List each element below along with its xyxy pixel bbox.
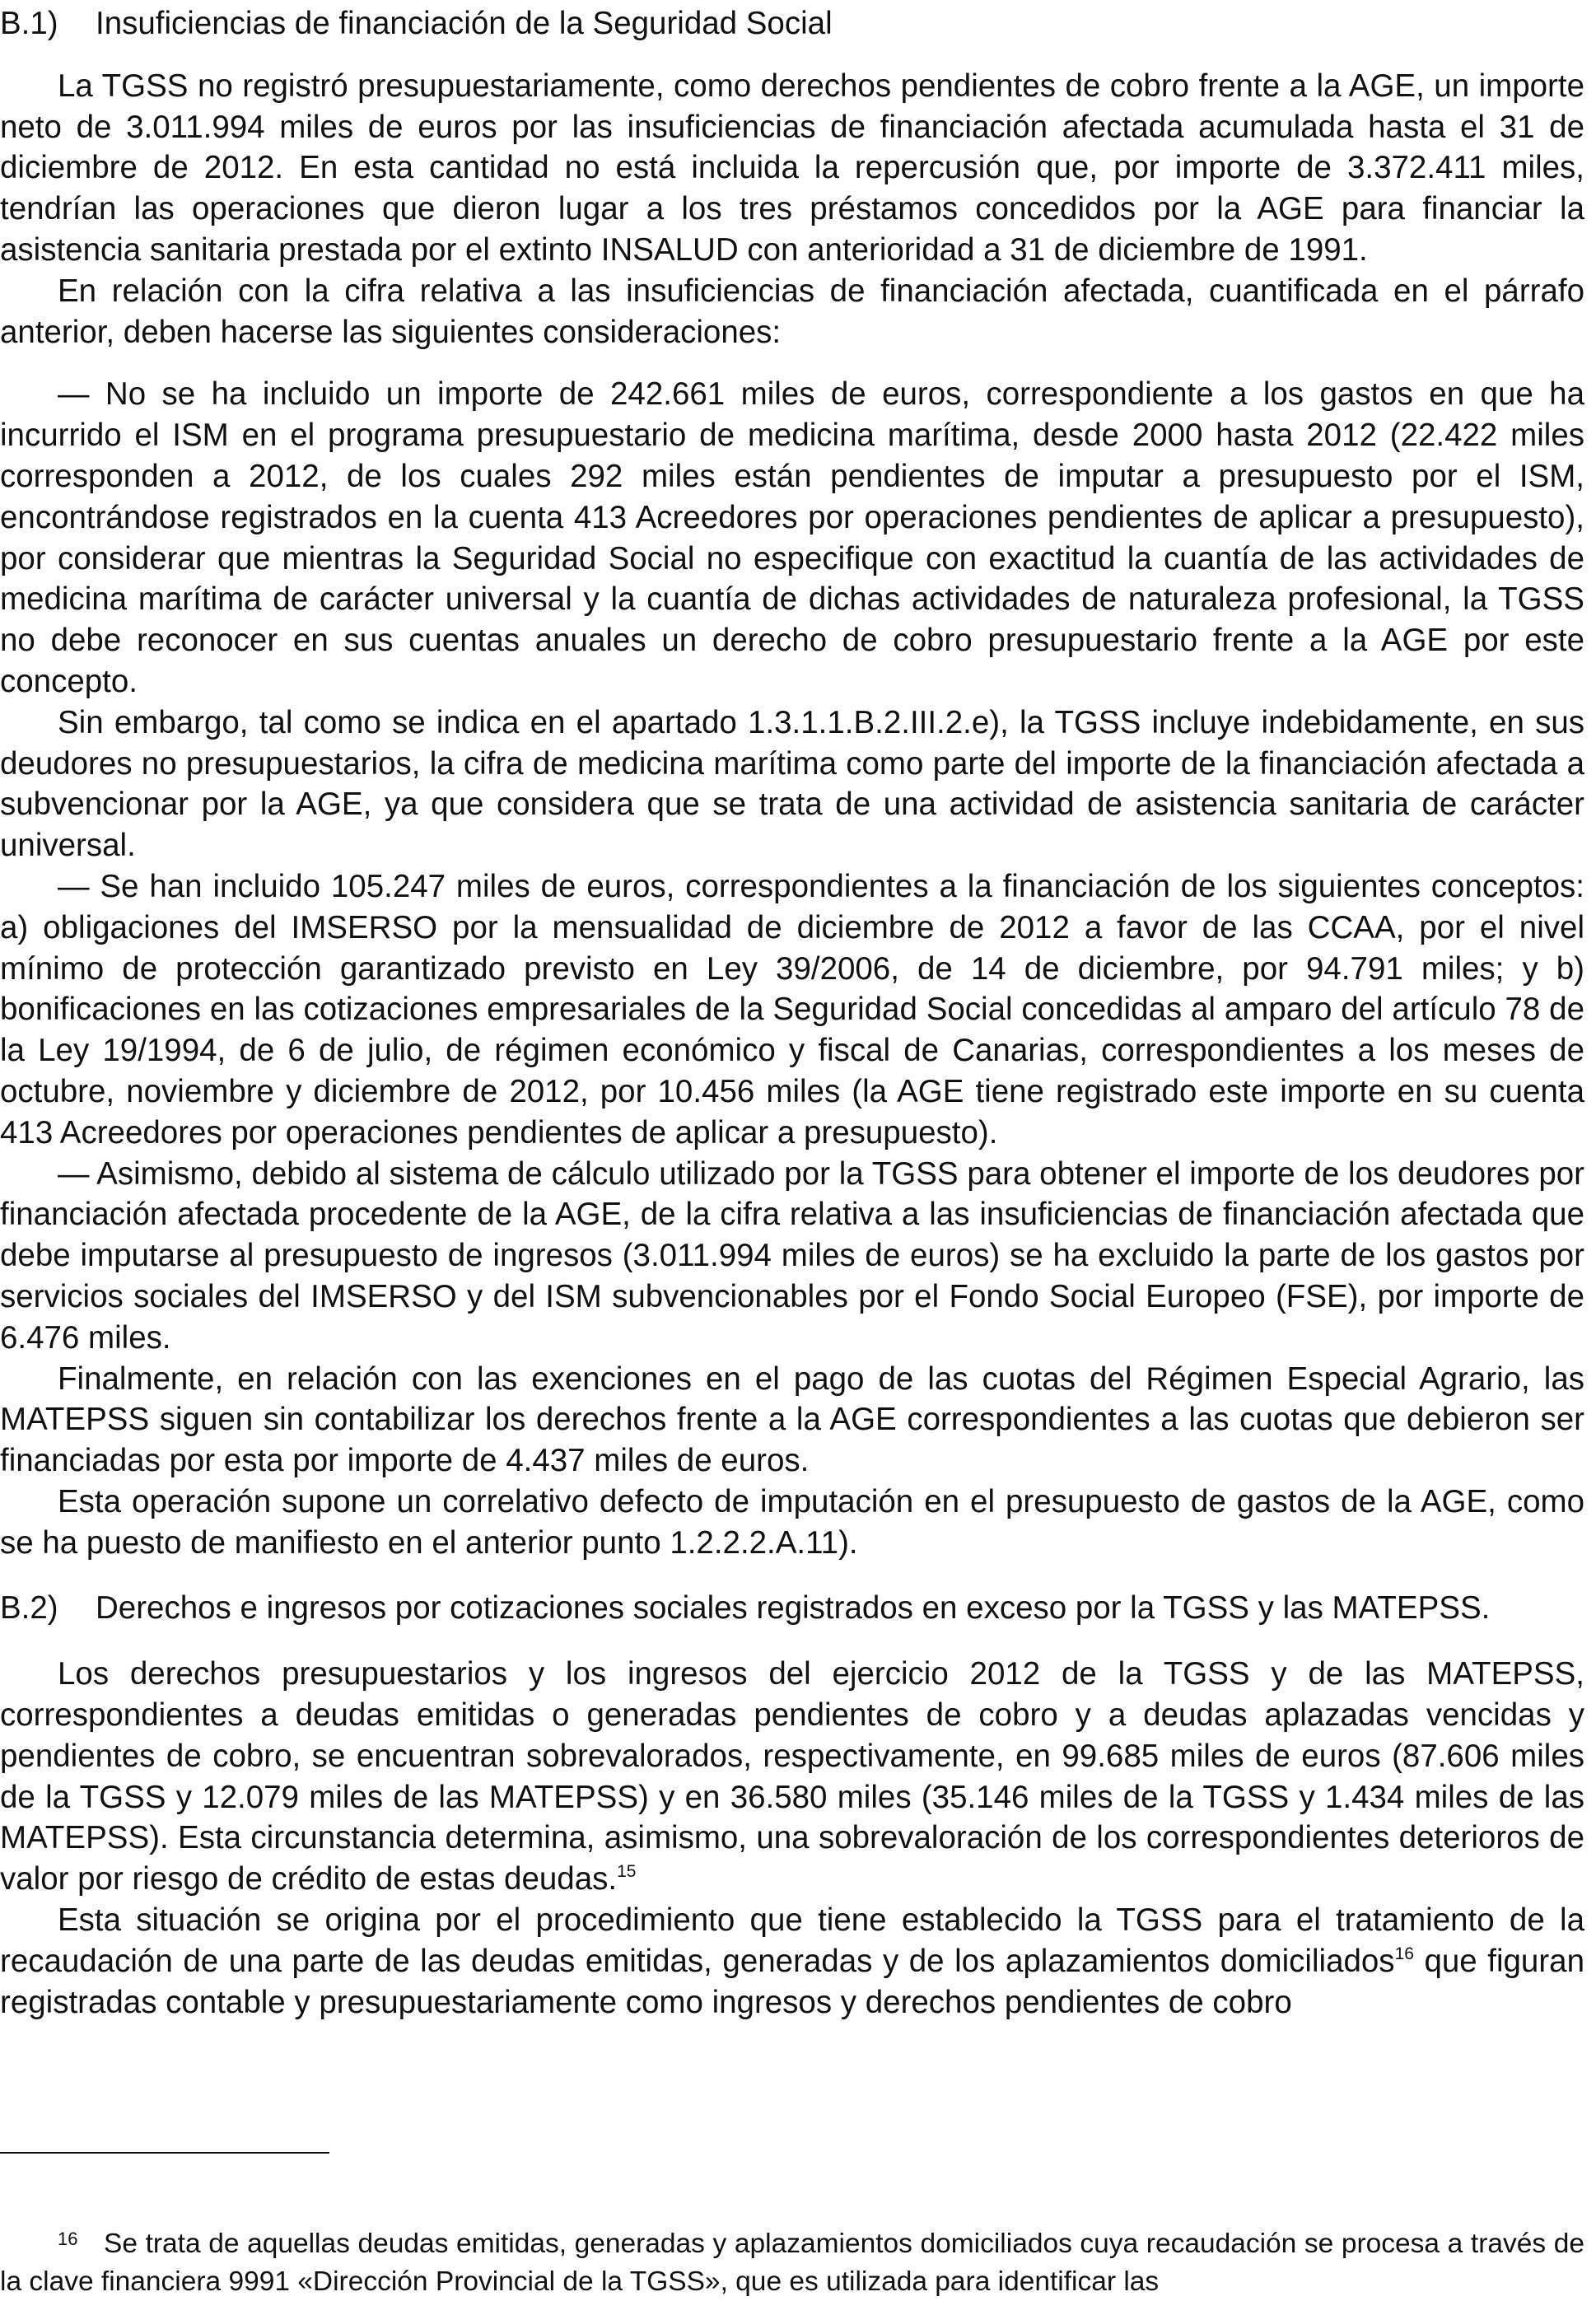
section-number: B.2) [0, 1590, 58, 1627]
section-title: Derechos e ingresos por cotizaciones sociales registrados en exceso por la TGSS y las MATEPSS. [96, 1590, 1491, 1627]
paragraph-text: que figuran registradas contable y presupuestariamente como ingresos y derechos pendientes de cobro [0, 1943, 1584, 2020]
paragraph: La TGSS no registró presupuestariamente, como derechos pendientes de cobro frente a la AGE, un importe neto de 3.011.994 miles de euros por las insuficiencias de financiación afectada acumulada hasta el 31 de diciembre de 2012. En esta cantidad no está incluida la repercusión que, por importe de 3.372.411 miles, tendrían las operaciones que dieron lugar a los tres préstamos concedidos por la AGE para financiar la asistencia sanitaria prestada por el extinto INSALUD con anterioridad a 31 de diciembre de 1991. [0, 68, 1584, 268]
footnote-text: Se trata de aquellas deudas emitidas, generadas y aplazamientos domiciliados cuya recaudación se procesa a través de la clave financiera 9991 «Dirección Provincial de la TGSS», que es utilizada para identificar las [0, 2228, 1584, 2297]
paragraph: Finalmente, en relación con las exenciones en el pago de las cuotas del Régimen Especial Agrario, las MATEPSS siguen sin contabilizar los derechos frente a la AGE correspondientes a las cuotas que debieron ser financiadas por esta por importe de 4.437 miles de euros. [0, 1361, 1584, 1479]
paragraph [0, 1654, 1584, 1900]
list-item: — Se han incluido 105.247 miles de euros, correspondientes a la financiación de los siguientes conceptos: a) obligaciones del IMSERSO por la mensualidad de diciembre de 2012 a favor de las CCAA, por el nivel mínimo de protección garantizado previsto en Ley 39/2006, de 14 de diciembre, por 94.791 miles; y b) bonificaciones en las cotizaciones empresariales de la Seguridad Social concedidas al amparo del artículo 78 de la Ley 19/1994, de 6 de julio, de régimen económico y fiscal de Canarias, correspondientes a los meses de octubre, noviembre y diciembre de 2012, por 10.456 miles (la AGE tiene registrado este importe en su cuenta 413 Acreedores por operaciones pendientes de aplicar a presupuesto). [0, 868, 1584, 1150]
list-item: — No se ha incluido un importe de 242.661 miles de euros, correspondiente a los gastos en que ha incurrido el ISM en el programa presupuestario de medicina marítima, desde 2000 hasta 2012 (22.422 miles corresponden a 2012, de los cuales 292 miles están pendientes de imputar a presupuesto por el ISM, encontrándose registrados en la cuenta 413 Acreedores por operaciones pendientes de aplicar a presupuesto), por considerar que mientras la Seguridad Social no especifique con exactitud la cuantía de las actividades de medicina marítima de carácter universal y la cuantía de dichas actividades de naturaleza profesional, la TGSS no debe reconocer en sus cuentas anuales un derecho de cobro presupuestario frente a la AGE por este concepto. [0, 376, 1584, 699]
footnote-divider [0, 2152, 329, 2154]
paragraph: Sin embargo, tal como se indica en el apartado 1.3.1.1.B.2.III.2.e), la TGSS incluye indebidamente, en sus deudores no presupuestarios, la cifra de medicina marítima como parte del importe de la financiación afectada a subvencionar por la AGE, ya que considera que se trata de una actividad de asistencia sanitaria de carácter universal. [0, 704, 1584, 864]
spacer [0, 1563, 1584, 1588]
paragraph-text: Los derechos presupuestarios y los ingresos del ejercicio 2012 de la TGSS y de las MATEPSS, correspondientes a deudas emitidas o generadas pendientes de cobro y a deudas aplazadas vencidas y pendientes de cobro, se encuentran sobrevalorados, respectivamente, en 99.685 miles de euros (87.606 miles de la TGSS y 12.079 miles de las MATEPSS) y en 36.580 miles (35.146 miles de la TGSS y 1.434 miles de las MATEPSS). Esta circunstancia determina, asimismo, una sobrevaloración de los correspondientes deterioros de valor por riesgo de crédito de estas deudas. [0, 1656, 1584, 1897]
section-number: B.1) [0, 6, 58, 41]
paragraph [0, 1900, 1584, 2023]
list-item: — Asimismo, debido al sistema de cálculo utilizado por la TGSS para obtener el importe de los deudores por financiación afectada procedente de la AGE, de la cifra relativa a las insuficiencias de financiación afectada que debe imputarse al presupuesto de ingresos (3.011.994 miles de euros) se ha excluido la parte de los gastos por servicios sociales del IMSERSO y del ISM subvencionables por el Fondo Social Europeo (FSE), por importe de 6.476 miles. [0, 1155, 1584, 1356]
spacer [0, 352, 1584, 374]
footnote-ref[interactable]: 15 [617, 1862, 637, 1882]
section-title: Insuficiencias de financiación de la Seguridad Social [96, 6, 833, 41]
paragraph: Esta operación supone un correlativo defecto de imputación en el presupuesto de gastos de la AGE, como se ha puesto de manifiesto en el anterior punto 1.2.2.2.A.11). [0, 1483, 1584, 1561]
section-heading-b2 [0, 1588, 1584, 1629]
footnote: 16 Se trata de aquellas deudas emitidas, generadas y aplazamientos domiciliados cuya recaudación se procesa a través de la clave financiera 9991 «Dirección Provincial de la TGSS», que es utilizada para identificar las [0, 2228, 1584, 2297]
paragraph-text: Esta situación se origina por el procedimiento que tiene establecido la TGSS para el tratamiento de la recaudación de una parte de las deudas emitidas, generadas y de los aplazamientos domiciliados [0, 1902, 1584, 1979]
spacer [0, 1629, 1584, 1654]
paragraph: En relación con la cifra relativa a las insuficiencias de financiación afectada, cuantificada en el párrafo anterior, deben hacerse las siguientes consideraciones: [0, 273, 1584, 350]
document-body [0, 3, 1584, 2023]
spacer [0, 44, 1584, 66]
section-heading-b1 [0, 3, 1584, 44]
footnote-ref[interactable]: 16 [1394, 1944, 1414, 1963]
